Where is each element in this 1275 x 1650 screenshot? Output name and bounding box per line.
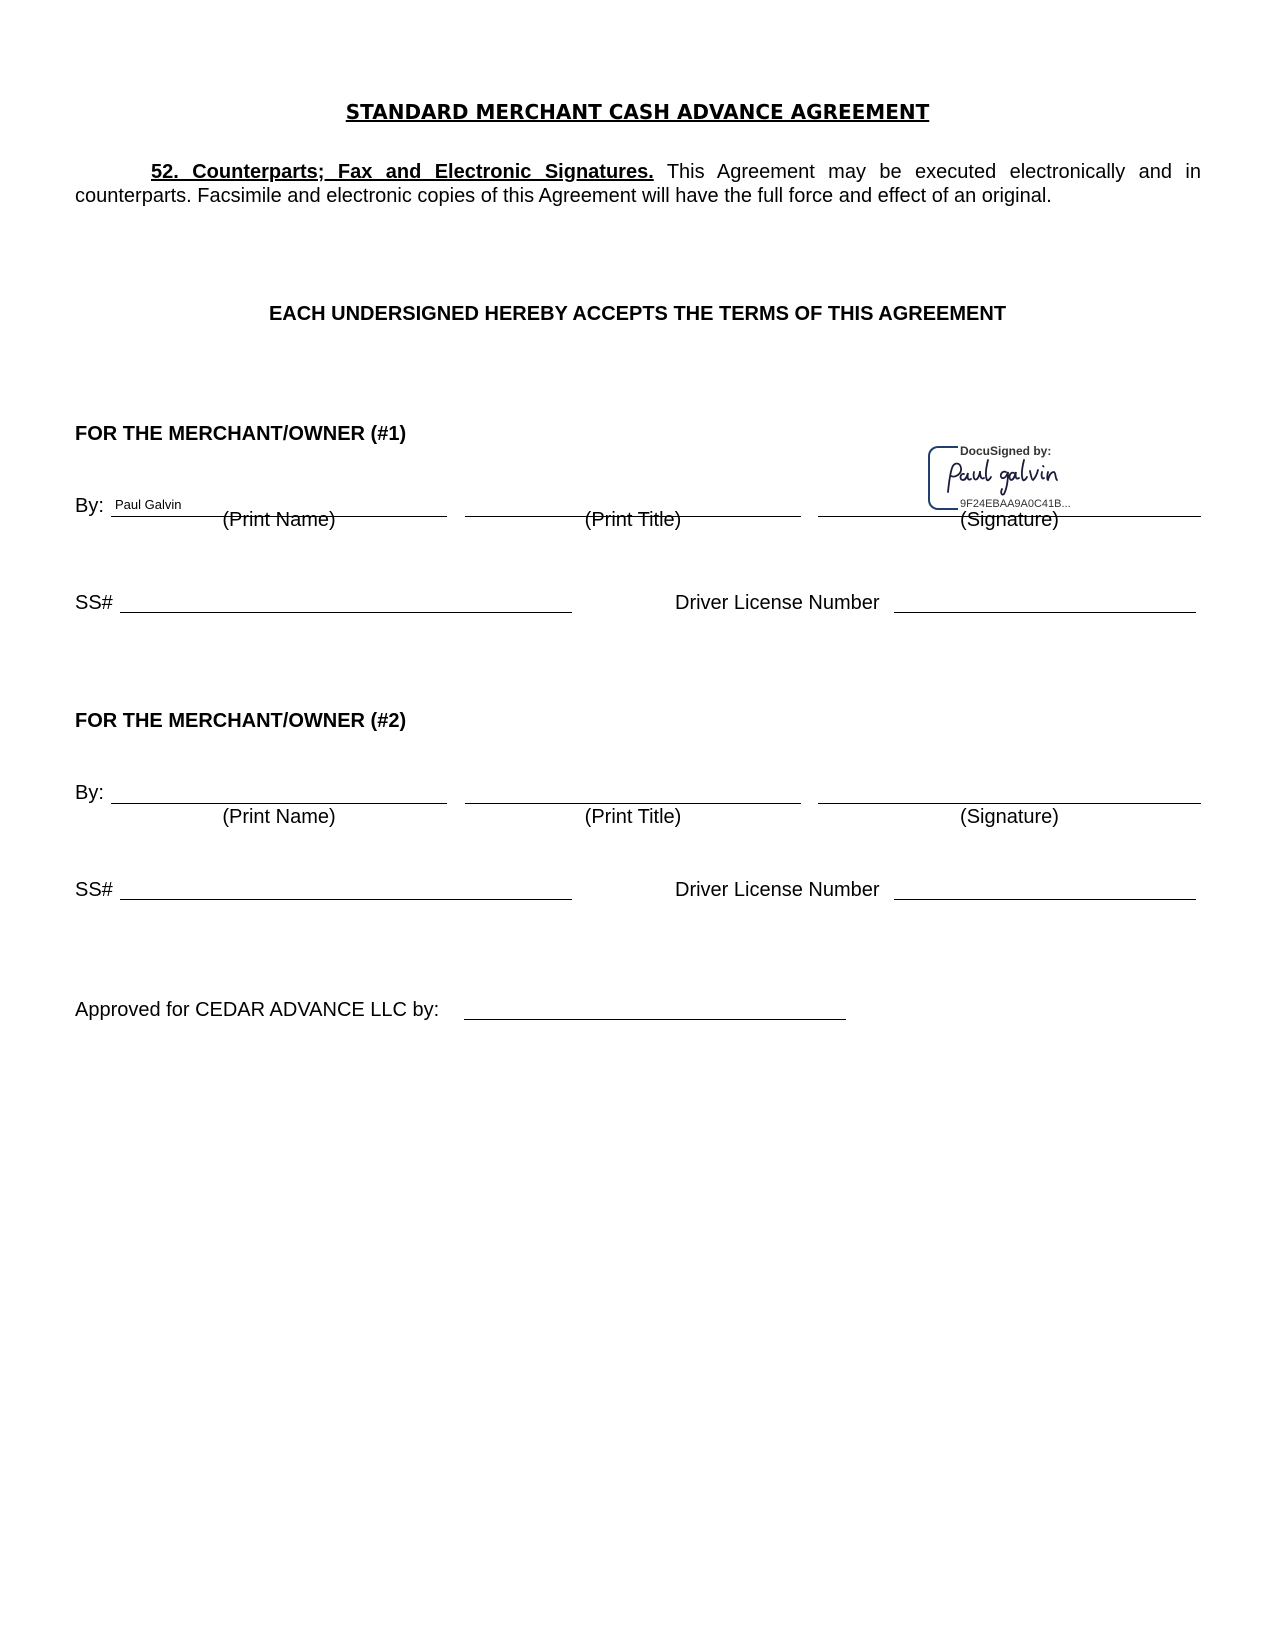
owner2-by-label: By: bbox=[75, 782, 104, 804]
owner1-signature-caption: (Signature) bbox=[960, 509, 1059, 531]
owner2-ss-label: SS# bbox=[75, 879, 113, 901]
section-52-paragraph bbox=[75, 160, 1201, 208]
owner1-print-name-caption: (Print Name) bbox=[222, 509, 336, 531]
owner2-ss-line[interactable] bbox=[120, 899, 572, 900]
owner1-by-label: By: bbox=[75, 495, 104, 517]
owner2-dl-line[interactable] bbox=[894, 899, 1196, 900]
owner1-print-name-value: Paul Galvin bbox=[115, 497, 182, 512]
owner2-heading: FOR THE MERCHANT/OWNER (#2) bbox=[75, 710, 407, 732]
owner2-signature-line[interactable] bbox=[818, 803, 1201, 804]
owner2-signature-caption: (Signature) bbox=[960, 806, 1059, 828]
acceptance-statement: EACH UNDERSIGNED HEREBY ACCEPTS THE TERMS OF THIS AGREEMENT bbox=[268, 303, 1007, 325]
owner1-dl-label: Driver License Number bbox=[675, 592, 880, 614]
document-title: STANDARD MERCHANT CASH ADVANCE AGREEMENT bbox=[345, 100, 930, 124]
owner2-print-name-caption: (Print Name) bbox=[222, 806, 336, 828]
owner2-print-name-line[interactable] bbox=[111, 803, 447, 804]
docusign-label: DocuSigned by: bbox=[960, 444, 1052, 458]
owner1-print-title-caption: (Print Title) bbox=[584, 509, 682, 531]
owner1-heading: FOR THE MERCHANT/OWNER (#1) bbox=[75, 423, 407, 445]
section-52-text: This Agreement may be executed electronically and in counterparts. Facsimile and electronic copies of this Agreement will have the full force and effect of an original. bbox=[75, 161, 1201, 207]
approved-signature-line[interactable] bbox=[464, 1019, 846, 1020]
owner1-ss-line[interactable] bbox=[120, 612, 572, 613]
owner1-dl-line[interactable] bbox=[894, 612, 1196, 613]
section-52-heading: 52. Counterparts; Fax and Electronic Signatures. bbox=[151, 161, 654, 183]
approved-label: Approved for CEDAR ADVANCE LLC by: bbox=[75, 999, 440, 1021]
owner2-dl-label: Driver License Number bbox=[675, 879, 880, 901]
owner2-print-title-line[interactable] bbox=[465, 803, 801, 804]
docusign-envelope-id: 9F24EBAA9A0C41B... bbox=[960, 498, 1071, 510]
handwritten-signature-image bbox=[944, 458, 1074, 498]
owner1-ss-label: SS# bbox=[75, 592, 113, 614]
owner2-print-title-caption: (Print Title) bbox=[584, 806, 682, 828]
owner1-docusign-signature bbox=[928, 446, 1088, 510]
